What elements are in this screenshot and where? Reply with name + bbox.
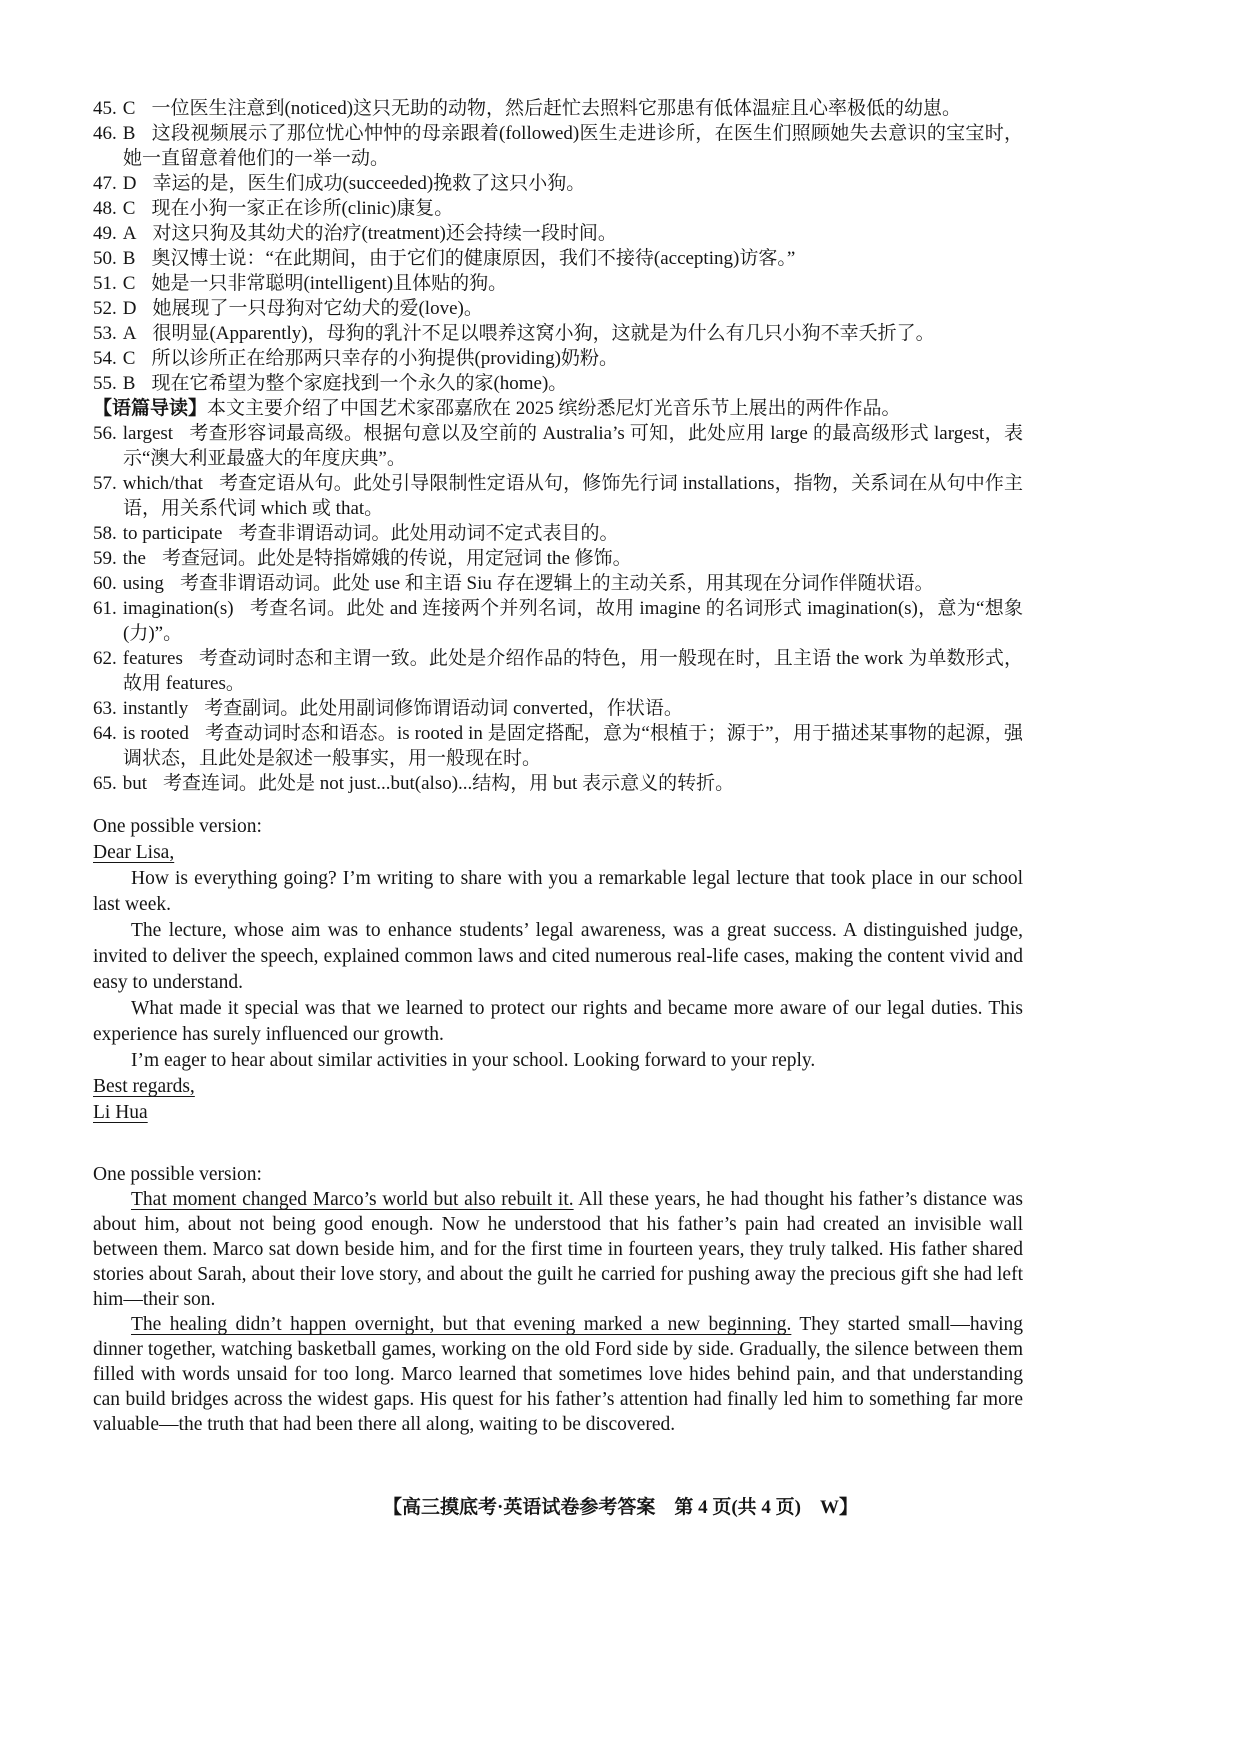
answer-explanation: 对这只狗及其幼犬的治疗(treatment)还会持续一段时间。	[152, 223, 617, 244]
story-paragraph-text: All these years, he had thought his father’s distance was about him, about not being good enough. Now he understood that his father’s pain had created an invisible wall between them. Marco sat down beside him, and for the first time in fourteen years, they truly talked. His father shared stories about Sarah, about their love story, and about the guilt he carried for pushing away the precious gift she had left him—their son.	[93, 1189, 1023, 1310]
answer-item	[93, 696, 1023, 721]
answer-key-section	[93, 96, 1023, 796]
letter-paragraph: The lecture, whose aim was to enhance students’ legal awareness, was a great success. A distinguished judge, invited to deliver the speech, explained common laws and cited numerous real-life cases, making the content vivid and easy to understand.	[93, 920, 1023, 993]
answer-number: 57.	[93, 473, 117, 494]
passage-guide-text: 本文主要介绍了中国艺术家邵嘉欣在 2025 缤纷悉尼灯光音乐节上展出的两件作品。	[207, 398, 901, 419]
model-continuation-section	[93, 1162, 1023, 1437]
answer-explanation: 考查非谓语动词。此处 use 和主语 Siu 存在逻辑上的主动关系，用其现在分词作伴随状语。	[179, 573, 934, 594]
story-paragraph-text: They started small—having dinner together, watching basketball games, working on the old Ford side by side. Gradually, the silence between them filled with words unsaid for too long. Marco learned that sometimes love hides behind pain, and that understanding can build bridges across the widest gaps. His quest for his father’s attention had finally led him to something far more valuable—the truth that had been there all along, waiting to be discovered.	[93, 1314, 1023, 1435]
answer-item	[93, 221, 1023, 246]
answer-word: to participate	[122, 523, 223, 544]
answer-explanation: 考查连词。此处是 not just...but(also)...结构，用 but 表示意义的转折。	[163, 773, 735, 794]
answer-number: 56.	[93, 423, 117, 444]
answer-explanation: 考查动词时态和主谓一致。此处是介绍作品的特色，用一般现在时，且主语 the work 为单数形式，故用 features。	[123, 648, 1023, 694]
footer-text: 【高三摸底考·英语试卷参考答案 第 4 页(共 4 页) W】	[383, 1497, 858, 1518]
underlined-opening-sentence: The healing didn’t happen overnight, but that evening marked a new beginning.	[131, 1314, 792, 1335]
answer-item	[93, 571, 1023, 596]
answer-item	[93, 371, 1023, 396]
answer-item	[93, 596, 1023, 646]
answer-number: 46.	[93, 123, 117, 144]
answer-item	[93, 196, 1023, 221]
passage-guide-label: 【语篇导读】	[93, 398, 208, 419]
answer-number: 48.	[93, 198, 117, 219]
answer-letter: D	[122, 173, 137, 194]
answer-item	[93, 321, 1023, 346]
answer-number: 52.	[93, 298, 117, 319]
letter-paragraph: What made it special was that we learned to protect our rights and became more aware of our legal duties. This experience has surely influenced our growth.	[93, 998, 1023, 1045]
answer-item	[93, 471, 1023, 521]
answer-explanation: 考查非谓语动词。此处用动词不定式表目的。	[238, 523, 619, 544]
answer-letter: B	[122, 123, 136, 144]
answer-number: 62.	[93, 648, 117, 669]
answer-explanation: 考查名词。此处 and 连接两个并列名词，故用 imagine 的名词形式 imagination(s)，意为“想象(力)”。	[123, 598, 1023, 644]
answer-letter: C	[122, 348, 136, 369]
answer-letter: A	[122, 323, 137, 344]
answer-explanation: 她展现了一只母狗对它幼犬的爱(love)。	[152, 298, 483, 319]
answer-explanation: 这段视频展示了那位忧心忡忡的母亲跟着(followed)医生走进诊所，在医生们照顾她失去意识的宝宝时，她一直留意着他们的一举一动。	[123, 123, 1023, 169]
answer-word: using	[122, 573, 164, 594]
answer-number: 45.	[93, 98, 117, 119]
answer-letter: C	[122, 273, 136, 294]
answer-explanation: 考查形容词最高级。根据句意以及空前的 Australia’s 可知，此处应用 large 的最高级形式 largest，表示“澳大利亚最盛大的年度庆典”。	[123, 423, 1023, 469]
story-paragraph	[93, 1312, 1023, 1437]
underlined-opening-sentence: That moment changed Marco’s world but also rebuilt it.	[131, 1189, 574, 1210]
answer-item	[93, 296, 1023, 321]
answer-word: instantly	[122, 698, 189, 719]
answer-number: 65.	[93, 773, 117, 794]
answer-letter: B	[122, 373, 136, 394]
answer-explanation: 考查动词时态和语态。is rooted in 是固定搭配，意为“根植于；源于”，用于描述某事物的起源，强调状态，且此处是叙述一般事实，用一般现在时。	[123, 723, 1023, 769]
answer-explanation: 现在它希望为整个家庭找到一个永久的家(home)。	[151, 373, 568, 394]
answer-item	[93, 646, 1023, 696]
answer-number: 51.	[93, 273, 117, 294]
answer-explanation: 很明显(Apparently)，母狗的乳汁不足以喂养这窝小狗，这就是为什么有几只小狗不幸夭折了。	[152, 323, 935, 344]
answer-word: which/that	[122, 473, 203, 494]
answer-letter: C	[122, 98, 136, 119]
answer-explanation: 考查副词。此处用副词修饰谓语动词 converted，作状语。	[204, 698, 683, 719]
answer-letter: A	[122, 223, 137, 244]
answer-number: 47.	[93, 173, 117, 194]
answer-number: 61.	[93, 598, 117, 619]
answer-letter: C	[122, 198, 136, 219]
letter-closing: Best regards,	[93, 1076, 195, 1097]
answer-number: 59.	[93, 548, 117, 569]
letter-signature: Li Hua	[93, 1102, 148, 1123]
answer-word: largest	[122, 423, 174, 444]
answer-explanation: 她是一只非常聪明(intelligent)且体贴的狗。	[151, 273, 508, 294]
answer-explanation: 考查定语从句。此处引导限制性定语从句，修饰先行词 installations，指物，关系词在从句中作主语，用关系代词 which 或 that。	[123, 473, 1023, 519]
letter-salutation: Dear Lisa,	[93, 842, 175, 863]
answer-word: imagination(s)	[122, 598, 234, 619]
answer-item	[93, 721, 1023, 771]
answer-number: 55.	[93, 373, 117, 394]
story-paragraph	[93, 1187, 1023, 1312]
answer-item	[93, 421, 1023, 471]
answer-word: is rooted	[122, 723, 189, 744]
letter-paragraph: How is everything going? I’m writing to share with you a remarkable legal lecture that took place in our school last week.	[93, 868, 1023, 915]
answer-word: but	[122, 773, 148, 794]
answer-explanation: 幸运的是，医生们成功(succeeded)挽救了这只小狗。	[152, 173, 586, 194]
answer-item	[93, 96, 1023, 121]
answer-word: features	[122, 648, 183, 669]
answer-item	[93, 246, 1023, 271]
answer-number: 50.	[93, 248, 117, 269]
answer-item	[93, 121, 1023, 171]
page-footer	[0, 1492, 1241, 1519]
answer-number: 53.	[93, 323, 117, 344]
answer-item	[93, 771, 1023, 796]
letter-paragraph: I’m eager to hear about similar activities in your school. Looking forward to your reply.	[131, 1050, 816, 1071]
passage-guide	[93, 396, 1023, 421]
answer-explanation: 所以诊所正在给那两只幸存的小狗提供(providing)奶粉。	[151, 348, 618, 369]
answer-letter: B	[122, 248, 136, 269]
answer-letter: D	[122, 298, 137, 319]
answer-explanation: 一位医生注意到(noticed)这只无助的动物，然后赶忙去照料它那患有低体温症且心率极低的幼崽。	[151, 98, 962, 119]
answer-number: 60.	[93, 573, 117, 594]
model-version-heading: One possible version:	[93, 816, 262, 837]
answer-word: the	[122, 548, 146, 569]
answer-item	[93, 546, 1023, 571]
answer-number: 49.	[93, 223, 117, 244]
answer-item	[93, 271, 1023, 296]
answer-number: 54.	[93, 348, 117, 369]
answer-item	[93, 521, 1023, 546]
answer-explanation: 奥汉博士说：“在此期间，由于它们的健康原因，我们不接待(accepting)访客。”	[151, 248, 796, 269]
answer-number: 58.	[93, 523, 117, 544]
model-letter-section	[93, 814, 1023, 1126]
answer-item	[93, 171, 1023, 196]
answer-number: 63.	[93, 698, 117, 719]
answer-number: 64.	[93, 723, 117, 744]
answer-explanation: 考查冠词。此处是特指嫦娥的传说，用定冠词 the 修饰。	[161, 548, 632, 569]
model-version-heading: One possible version:	[93, 1164, 262, 1185]
answer-item	[93, 346, 1023, 371]
answer-explanation: 现在小狗一家正在诊所(clinic)康复。	[151, 198, 454, 219]
